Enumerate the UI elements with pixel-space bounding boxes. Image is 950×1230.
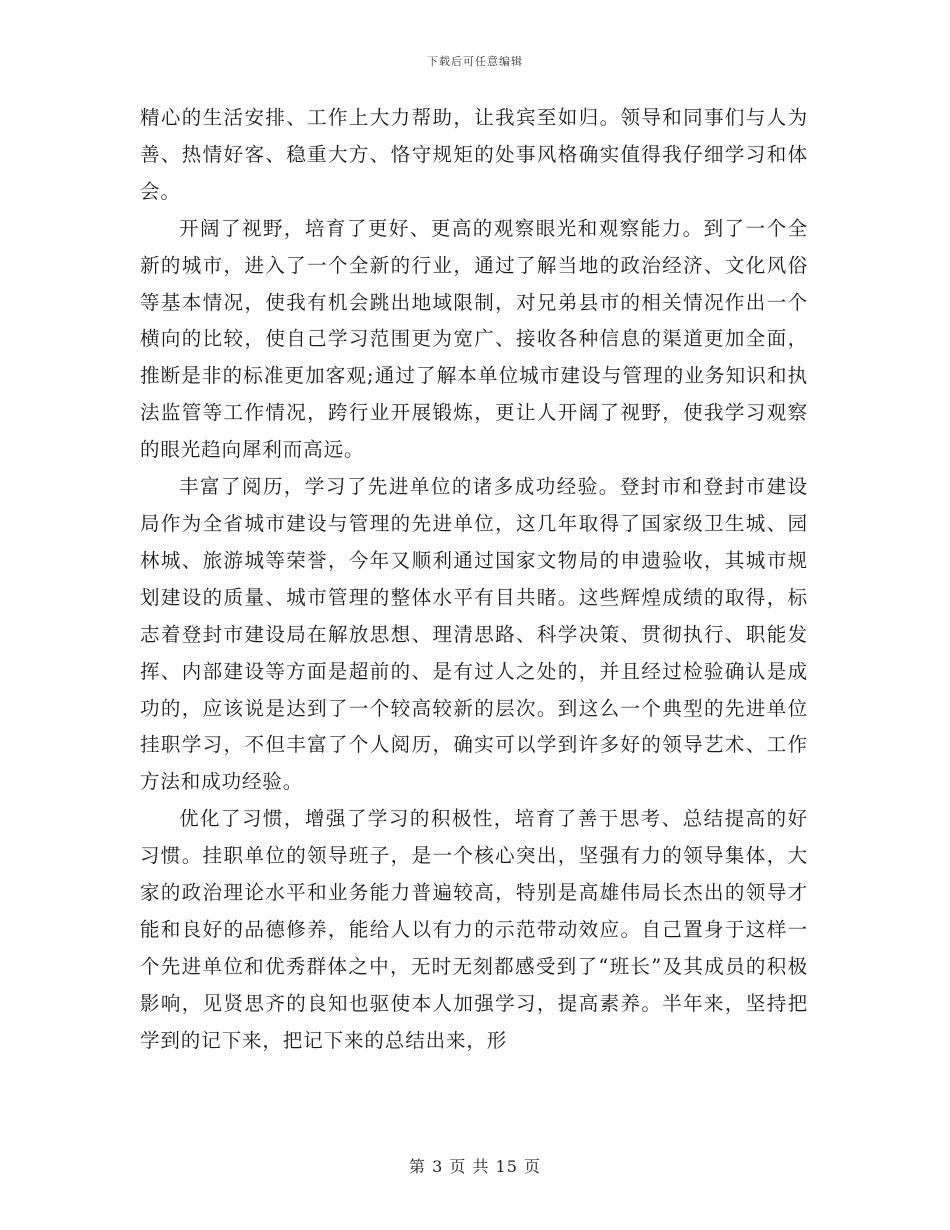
paragraph-continuation: 精心的生活安排、工作上大力帮助，让我宾至如归。领导和同事们与人为善、热情好客、稳重大方、恪守规矩的处事风格确实值得我仔细学习和体会。 — [140, 106, 808, 203]
document-body — [140, 100, 808, 1060]
page-footer-page-number: 第 3 页 共 15 页 — [409, 1157, 541, 1176]
paragraph-broadened-vision: 开阔了视野，培育了更好、更高的观察眼光和观察能力。到了一个全新的城市，进入了一个全新的行业，通过了解当地的政治经济、文化风俗等基本情况，使我有机会跳出地域限制，对兄弟县市的相关情况作出一个横向的比较，使自己学习范围更为宽广、接收各种信息的渠道更加全面，推断是非的标准更加客观;通过了解本单位城市建设与管理的业务知识和执法监管等工作情况，跨行业开展锻炼，更让人开阔了视野，使我学习观察的眼光趋向犀利而高远。 — [140, 216, 808, 462]
page-header: 下载后可任意编辑 — [427, 55, 523, 68]
paragraph-improved-habits: 优化了习惯，增强了学习的积极性，培育了善于思考、总结提高的好习惯。挂职单位的领导班子，是一个核心突出，坚强有力的领导集体，大家的政治理论水平和业务能力普遍较高，特别是高雄伟局长杰出的领导才能和良好的品德修养，能给人以有力的示范带动效应。自己置身于这样一个先进单位和优秀群体之中，无时无刻都感受到了“班长”及其成员的积极影响，见贤思齐的良知也驱使本人加强学习，提高素养。半年来，坚持把学到的记下来，把记下来的总结出来，形 — [140, 807, 808, 1052]
paragraph-enriched-experience: 丰富了阅历，学习了先进单位的诸多成功经验。登封市和登封市建设局作为全省城市建设与管理的先进单位，这几年取得了国家级卫生城、园林城、旅游城等荣誉，今年又顺利通过国家文物局的申遗验收，其城市规划建设的质量、城市管理的整体水平有目共睹。这些辉煌成绩的取得，标志着登封市建设局在解放思想、理清思路、科学决策、贯彻执行、职能发挥、内部建设等方面是超前的、是有过人之处的，并且经过检验确认是成功的，应该说是达到了一个较高较新的层次。到这么一个典型的先进单位挂职学习，不但丰富了个人阅历，确实可以学到许多好的领导艺术、工作方法和成功经验。 — [140, 475, 808, 794]
